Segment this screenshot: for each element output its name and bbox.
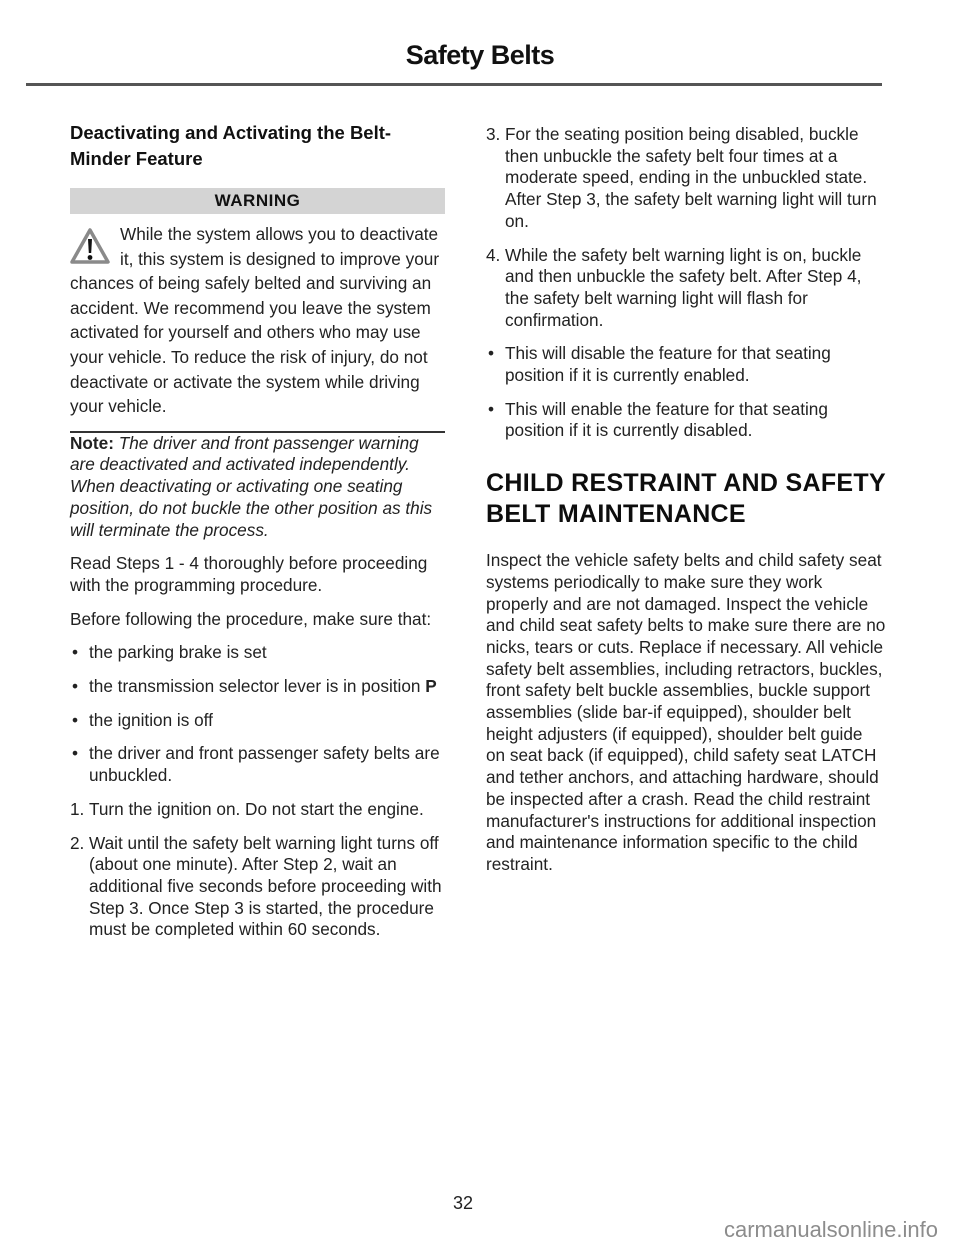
section-heading: CHILD RESTRAINT AND SAFETY BELT MAINTENANCE [486, 469, 886, 529]
list-item: • the driver and front passenger safety belts are unbuckled. [72, 743, 440, 786]
bullet-icon: • [72, 676, 79, 697]
step-item: 2. Wait until the safety belt warning light turns off (about one minute). After Step 2, wait an additional five seconds before proceeding with Step 3. Once Step 3 is started, the procedure must be completed within 60 seconds. [70, 832, 442, 940]
before-procedure-paragraph: Before following the procedure, make sure that: [70, 608, 432, 629]
step-item: 3. For the seating position being disabled, buckle then unbuckle the safety belt four times at a moderate speed, ending in the unbuckled state. After Step 3, the safety belt warning light will turn on. [486, 124, 877, 231]
page-title: Safety Belts [405, 40, 555, 70]
header-divider [26, 83, 882, 86]
bullet-icon: • [488, 398, 495, 419]
note-text: The driver and front passenger warning are deactivated and activated independently. When deactivating or activating one seating position, do not buckle the other position as this will terminate the process. [70, 432, 433, 540]
right-column [486, 124, 886, 888]
page-number: 32 [452, 1193, 474, 1213]
watermark-link[interactable]: carmanualsonline.info [723, 1217, 938, 1242]
step-item: 1. Turn the ignition on. Do not start the engine. [70, 798, 424, 819]
list-item: • the transmission selector lever is in position P [72, 676, 437, 697]
bullet-icon: • [72, 743, 79, 764]
page-header [0, 0, 960, 90]
step-number: 1. [70, 798, 85, 819]
park-position-label: P [425, 676, 437, 697]
bullet-icon: • [72, 642, 79, 663]
steps-list-left [70, 799, 445, 941]
bullet-icon: • [72, 709, 79, 730]
warning-label: WARNING [70, 188, 445, 214]
maintenance-paragraph: Inspect the vehicle safety belts and child safety seat systems periodically to make sure they work properly and are not damaged. Inspect the vehicle and child seat safety belts to make sure there are no nicks, tears or cuts. Replace if necessary. All vehicle safety belt assemblies, including retractors, buckles, front safety belt buckle assemblies, buckle support assemblies (slide bar-if equipped), shoulder belt height adjusters (if equipped), shoulder belt guide on seat back (if equipped), child safety seat LATCH and tether anchors, and attaching hardware, should be inspected after a crash. Read the child restraint manufacturer's instructions for additional inspection and maintenance information specific to the child restraint. [486, 550, 886, 874]
step-number: 4. [486, 244, 501, 265]
read-steps-paragraph: Read Steps 1 - 4 thoroughly before proceeding with the programming procedure. [70, 553, 428, 595]
list-item: • This will enable the feature for that seating position if it is currently disabled. [488, 398, 828, 441]
results-list [486, 343, 886, 442]
step-number: 2. [70, 832, 85, 853]
warning-box [70, 188, 445, 433]
note-paragraph [70, 433, 445, 542]
list-item: • the parking brake is set [72, 642, 267, 663]
step-item: 4. While the safety belt warning light is on, buckle and then unbuckle the safety belt. After Step 4, the safety belt warning light will flash for confirmation. [486, 244, 862, 330]
list-item: • This will disable the feature for that seating position if it is currently enabled. [488, 343, 831, 386]
conditions-list [70, 642, 445, 787]
steps-list-right [486, 124, 886, 331]
left-column [70, 120, 445, 953]
note-label: Note: [70, 432, 114, 453]
warning-triangle-icon [70, 228, 110, 264]
bullet-icon: • [488, 343, 495, 364]
warning-body [70, 222, 445, 433]
belt-minder-subheading: Deactivating and Activating the Belt-Minder Feature [70, 122, 392, 169]
step-number: 3. [486, 124, 501, 144]
warning-text: While the system allows you to deactivate it, this system is designed to improve your chances of being safely belted and surviving an accident. We recommend you leave the system activated for yourself and others who may use your vehicle. To reduce the risk of injury, do not deactivate or activate the system while driving your vehicle. [70, 224, 440, 417]
list-item: • the ignition is off [72, 709, 213, 730]
